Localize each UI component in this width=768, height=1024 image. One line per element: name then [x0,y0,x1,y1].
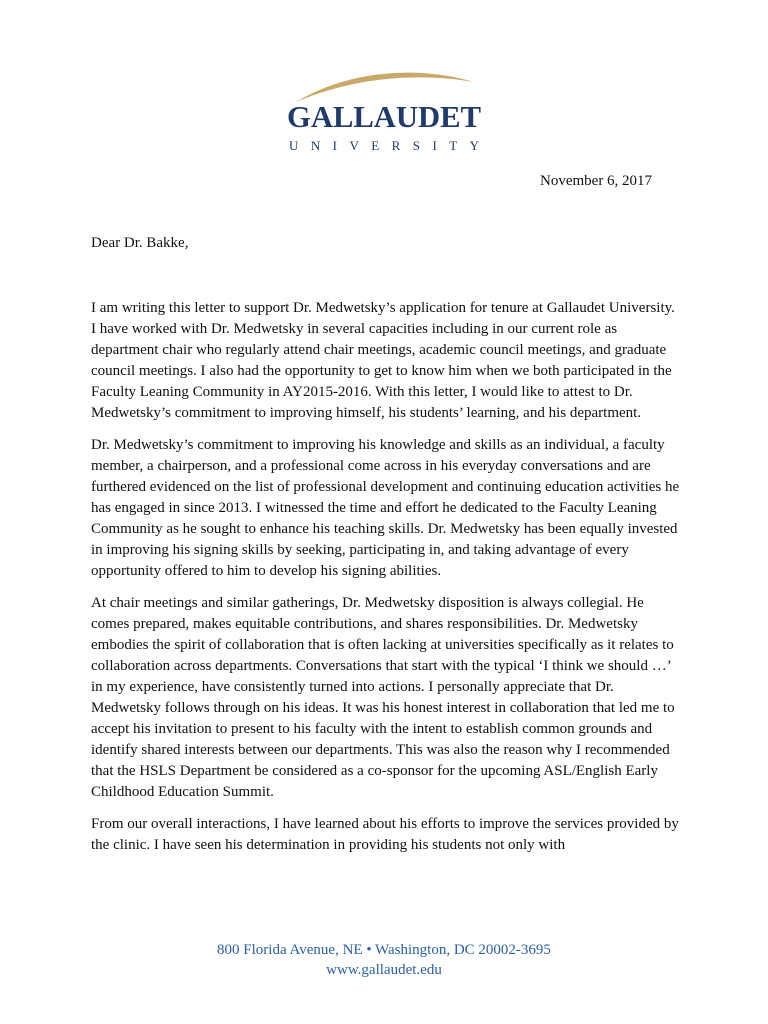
footer-address: 800 Florida Avenue, NE • Washington, DC 20002-3695 [217,942,551,958]
letter-body [91,298,681,867]
body-paragraph-2: Dr. Medwetsky’s commitment to improving his knowledge and skills as an individual, a faculty member, a chairperson, and a professional come across in his everyday conversations and are furthered evidenced on the list of professional development and continuing education activities he has engaged in since 2013. I witnessed the time and effort he dedicated to the Faculty Leaning Community as he sought to enhance his teaching skills. Dr. Medwetsky has been equally invested in improving his signing skills by seeking, participating in, and taking advantage of every opportunity offered to him to develop his signing abilities. [91,437,680,579]
letter-salutation: Dear Dr. Bakke, [91,235,189,251]
gallaudet-university-logo [278,64,490,156]
letter-date: November 6, 2017 [540,173,653,189]
body-paragraph-3: At chair meetings and similar gatherings, Dr. Medwetsky disposition is always collegial. He comes prepared, makes equitable contributions, and shares responsibilities. Dr. Medwetsky embodies the spirit of collaboration that is often lacking at universities specifically as it relates to collaboration across departments. Conversations that start with the typical ‘I think we should …’ in my experience, have consistently turned into actions. I personally appreciate that Dr. Medwetsky follows through on his ideas. It was his honest interest in collaboration that led me to accept his invitation to present to his faculty with the intent to establish common grounds and identify shared interests between our departments. This was also the reason why I recommended that the HSLS Department be considered as a co-sponsor for the upcoming ASL/English Early Childhood Education Summit. [91,595,675,800]
footer-website: www.gallaudet.edu [326,962,442,978]
logo-subtitle-text: UNIVERSITY [289,138,479,153]
logo-name-text: GALLAUDET [287,99,482,134]
logo-arc [296,73,474,102]
body-paragraph-1: I am writing this letter to support Dr. Medwetsky’s application for tenure at Gallaudet University. I have worked with Dr. Medwetsky in several capacities including in our current role as department chair who regularly attend chair meetings, academic council meetings, and graduate council meetings. I also had the opportunity to get to know him when we both participated in the Faculty Leaning Community in AY2015-2016. With this letter, I would like to attest to Dr. Medwetsky’s commitment to improving himself, his students’ learning, and his department. [91,300,675,421]
letterhead [0,64,768,160]
body-paragraph-4: From our overall interactions, I have learned about his efforts to improve the services provided by the clinic. I have seen his determination in providing his students not only with [91,816,679,853]
letter-footer [0,940,768,980]
